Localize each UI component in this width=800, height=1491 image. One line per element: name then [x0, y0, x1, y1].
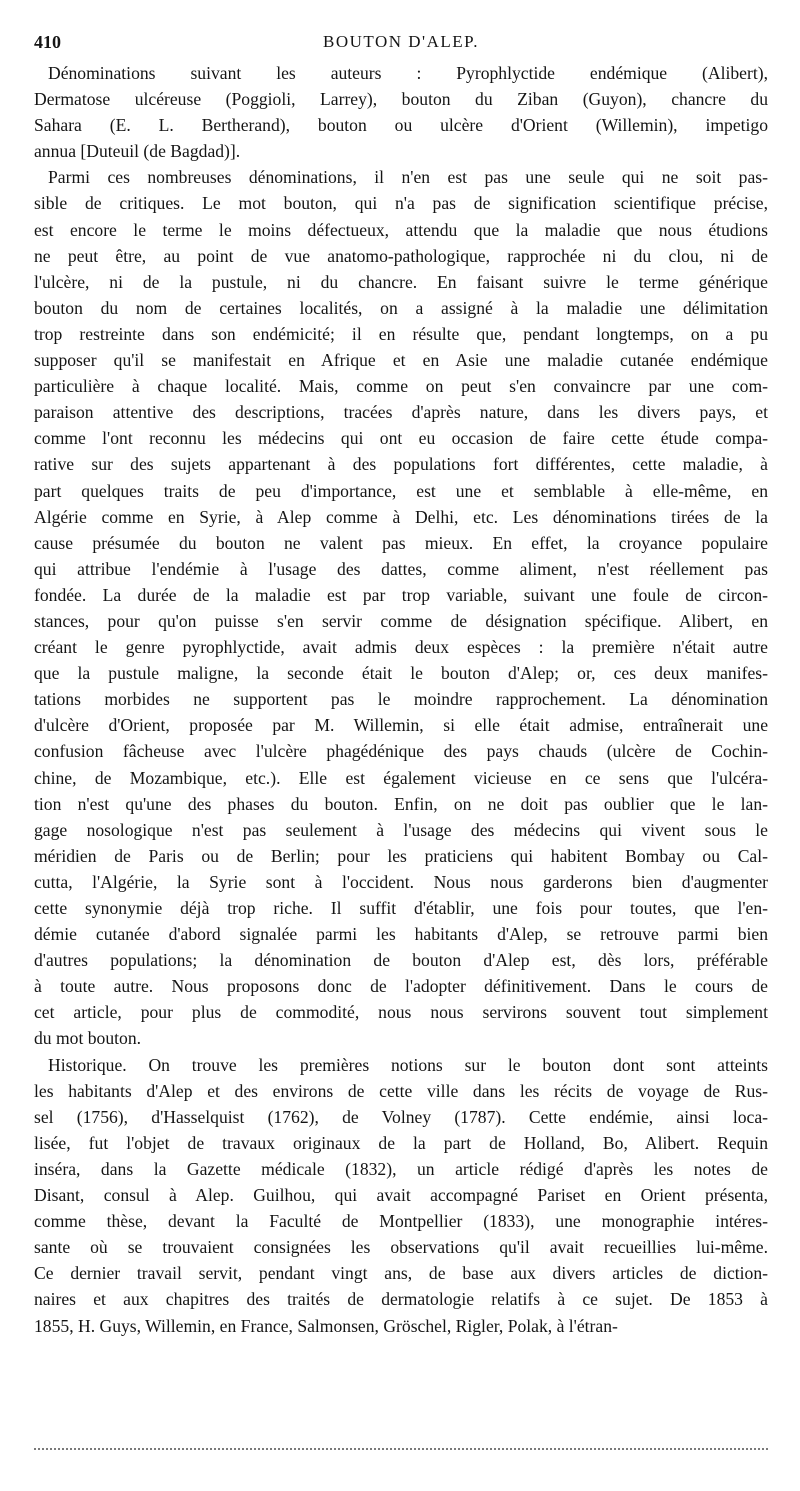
text-line: lisée, fut l'objet de travaux originaux de la part de Holland, Bo, Alibert. Requin — [34, 1132, 768, 1153]
text-line: cutta, l'Algérie, la Syrie sont à l'occident. Nous nous garderons bien d'augmenter — [34, 871, 768, 892]
text-line: est encore le terme le moins défectueux, attendu que la maladie que nous étudions — [34, 219, 768, 240]
text-line: 1855, H. Guys, Willemin, en France, Salmonsen, Gröschel, Rigler, Polak, à l'étran- — [34, 1315, 618, 1336]
text-line: rative sur des sujets appartenant à des populations fort différentes, cette maladie, à — [34, 454, 768, 475]
text-line: sible de critiques. Le mot bouton, qui n'a pas de signification scientifique précise, — [34, 193, 768, 214]
text-line: Ce dernier travail servit, pendant vingt ans, de base aux divers articles de diction- — [34, 1263, 768, 1284]
text-line: cette synonymie déjà trop riche. Il suffit d'établir, une fois pour toutes, que l'en- — [34, 898, 768, 918]
text-line: naires et aux chapitres des traités de dermatologie relatifs à ce sujet. De 1853 à — [34, 1289, 768, 1310]
text-line: particulière à chaque localité. Mais, comme on peut s'en convaincre par une com- — [34, 376, 768, 397]
text-line: Dénominations suivant les auteurs : Pyrophlyctide endémique (Alibert), — [48, 63, 768, 83]
paragraph-historique — [34, 1052, 768, 1339]
page — [34, 22, 768, 1339]
text-line: sante où se trouvaient consignées les observations qu'il avait recueillies lui-même. — [34, 1237, 768, 1258]
text-line: Parmi ces nombreuses dénominations, il n'en est pas une seule qui ne soit pas- — [48, 167, 768, 188]
text-line: du mot bouton. — [34, 1028, 142, 1049]
text-line: fondée. La durée de la maladie est par trop variable, suivant une foule de circon- — [34, 584, 768, 605]
text-line: démie cutanée d'abord signalée parmi les habitants d'Alep, se retrouve parmi bien — [34, 924, 768, 945]
text-line: part quelques traits de peu d'importance, est une et semblable à elle-même, en — [34, 480, 768, 501]
paragraph-denominations — [34, 60, 768, 164]
text-line: chine, de Mozambique, etc.). Elle est également vicieuse en ce sens que l'ulcéra- — [34, 767, 768, 788]
footer-divider — [34, 1448, 768, 1450]
page-number: 410 — [34, 32, 61, 52]
text-line: confusion fâcheuse avec l'ulcère phagédénique des pays chauds (ulcère de Cochin- — [34, 741, 768, 762]
text-line: à toute autre. Nous proposons donc de l'adopter définitivement. Dans le cours de — [34, 976, 768, 997]
text-line: d'autres populations; la dénomination de bouton d'Alep est, dès lors, préférable — [34, 950, 768, 971]
text-line: Algérie comme en Syrie, à Alep comme à Delhi, etc. Les dénominations tirées de la — [34, 506, 768, 527]
paragraph-critique — [34, 164, 768, 1051]
text-line: créant le genre pyrophlyctide, avait admis deux espèces : la première n'était autre — [34, 637, 768, 658]
article-body — [34, 60, 768, 1339]
text-line: paraison attentive des descriptions, tracées d'après nature, dans les divers pays, et — [34, 402, 768, 423]
text-line: ne peut être, au point de vue anatomo-pathologique, rapprochée ni du clou, ni de — [34, 245, 768, 266]
text-line: bouton du nom de certaines localités, on a assigné à la maladie une délimitation — [34, 297, 768, 318]
text-line: tion n'est qu'une des phases du bouton. Enfin, on ne doit pas oublier que le lan- — [34, 793, 768, 814]
running-title: BOUTON D'ALEP. — [323, 32, 479, 51]
text-line: cause présumée du bouton ne valent pas mieux. En effet, la croyance populaire — [34, 532, 768, 553]
text-line: cet article, pour plus de commodité, nous nous servirons souvent tout simplement — [34, 1002, 768, 1023]
text-line: comme thèse, devant la Faculté de Montpellier (1833), une monographie intéres- — [34, 1211, 768, 1232]
text-line: l'ulcère, ni de la pustule, ni du chancre. En faisant suivre le terme générique — [34, 271, 768, 292]
text-line: comme l'ont reconnu les médecins qui ont eu occasion de faire cette étude compa- — [34, 428, 768, 449]
text-line: gage nosologique n'est pas seulement à l'usage des médecins qui vivent sous le — [34, 819, 768, 840]
text-line: les habitants d'Alep et des environs de cette ville dans les récits de voyage de Rus- — [34, 1080, 768, 1101]
text-line: trop restreinte dans son endémicité; il en résulte que, pendant longtemps, on a pu — [34, 323, 768, 344]
text-line: Dermatose ulcéreuse (Poggioli, Larrey), bouton du Ziban (Guyon), chancre du — [34, 89, 768, 110]
text-line: inséra, dans la Gazette médicale (1832), un article rédigé d'après les notes de — [34, 1158, 768, 1179]
text-line: tations morbides ne supportent pas le moindre rapprochement. La dénomination — [34, 689, 768, 710]
text-line: méridien de Paris ou de Berlin; pour les praticiens qui habitent Bombay ou Cal- — [34, 845, 768, 866]
text-line: supposer qu'il se manifestait en Afrique et en Asie une maladie cutanée endémique — [34, 350, 768, 371]
text-line: que la pustule maligne, la seconde était le bouton d'Alep; or, ces deux manifes- — [34, 663, 768, 684]
text-line: Historique. On trouve les premières notions sur le bouton dont sont atteints — [48, 1054, 768, 1075]
text-line: sel (1756), d'Hasselquist (1762), de Volney (1787). Cette endémie, ainsi loca- — [34, 1106, 768, 1127]
text-line: qui attribue l'endémie à l'usage des dattes, comme aliment, n'est réellement pas — [34, 558, 768, 579]
text-line: d'ulcère d'Orient, proposée par M. Willemin, si elle était admise, entraînerait une — [34, 715, 768, 736]
page-header — [34, 22, 768, 60]
text-line: annua [Duteuil (de Bagdad)]. — [34, 141, 241, 162]
text-line: Disant, consul à Alep. Guilhou, qui avait accompagné Pariset en Orient présenta, — [34, 1185, 768, 1206]
text-line: stances, pour qu'on puisse s'en servir comme de désignation spécifique. Alibert, en — [34, 610, 768, 631]
text-line: Sahara (E. L. Bertherand), bouton ou ulcère d'Orient (Willemin), impetigo — [34, 115, 768, 136]
